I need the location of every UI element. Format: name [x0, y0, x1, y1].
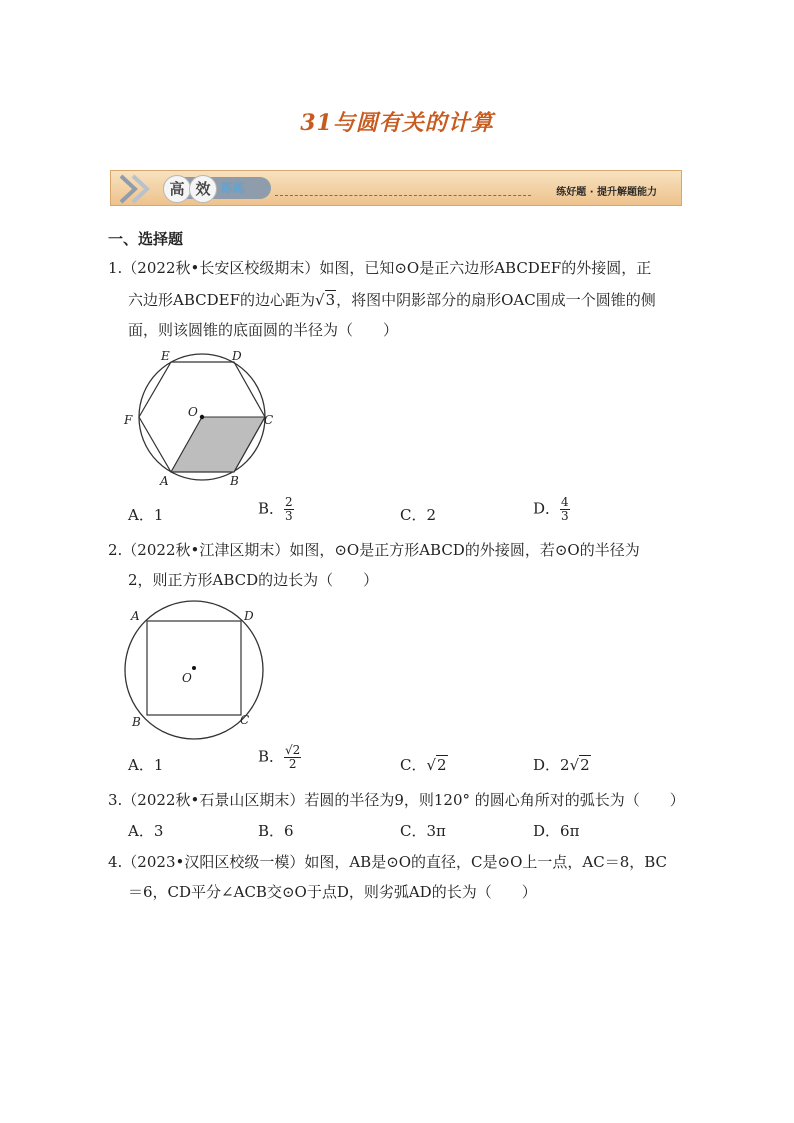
q2-line2: 2，则正方形ABCD的边长为（ ） [128, 571, 379, 589]
fraction: $\frac{√2}{2}$ [285, 743, 301, 771]
label-e: E [161, 349, 170, 363]
sqrt-sign: √ [315, 291, 325, 309]
label-b: B [230, 474, 239, 488]
q1-line2-root: 3 [325, 291, 336, 309]
chevron-icon [117, 174, 157, 204]
q2-option-a: A．1 [128, 756, 164, 774]
sqrt-sign: √ [569, 756, 580, 774]
square-figure [118, 600, 278, 740]
banner-circle-xiao: 效 [189, 175, 217, 203]
q4-line2: ＝6，CD平分∠ACB交⊙O于点D，则劣弧AD的长为（ ） [128, 883, 537, 901]
q1-option-c: C．2 [400, 506, 437, 524]
label-d: D [232, 349, 242, 363]
q2-line1: 2.（2022秋•江津区期末）如图，⊙O是正方形ABCD的外接圆，若⊙O的半径为 [108, 541, 640, 559]
label-o: O [182, 671, 192, 685]
q1-line2-a: 六边形ABCDEF的边心距为 [128, 291, 315, 309]
q3-option-d: D．6π [533, 822, 580, 840]
q1-option-a: A．1 [128, 506, 164, 524]
q1-line3: 面，则该圆锥的底面圆的半径为（ ） [128, 321, 399, 339]
q3-line1: 3.（2022秋•石景山区期末）若圆的半径为9，则120° 的圆心角所对的弧长为（ ） [108, 791, 685, 809]
q1-line1: 1.（2022秋•长安区校级期末）如图，已知⊙O是正六边形ABCDEF的外接圆，正 [108, 259, 652, 277]
center-point [192, 666, 196, 670]
label-c: C [264, 413, 274, 427]
q2-option-b: B． $\frac{√2}{2}$ [258, 743, 301, 771]
fraction: $\frac{4}{3}$ [561, 495, 569, 523]
q4-line1: 4.（2023•汉阳区校级一模）如图，AB是⊙O的直径，C是⊙O上一点，AC＝8，BC [108, 853, 668, 871]
q3-option-c: C．3π [400, 822, 446, 840]
q1-option-d: D． $\frac{4}{3}$ [533, 495, 569, 523]
q1-line2 [128, 290, 656, 310]
fraction: $\frac{2}{3}$ [285, 495, 293, 523]
banner-subtitle: 练好题 · 提升解题能力 [556, 187, 657, 198]
q3-option-a: A．3 [128, 822, 164, 840]
banner-tag: 练练 [221, 181, 246, 195]
banner-circle-gao: 高 [163, 175, 191, 203]
section-heading: 一、选择题 [108, 230, 184, 248]
q2-option-c: C．√2 [400, 756, 447, 774]
label-c: C [240, 713, 250, 727]
hexagon-figure [118, 348, 288, 488]
q1-line2-b: ，将图中阴影部分的扇形OAC围成一个圆锥的侧 [336, 291, 656, 309]
section-banner [110, 170, 682, 206]
label-b: B [132, 715, 141, 729]
center-point [200, 415, 204, 419]
q1-option-b: B． $\frac{2}{3}$ [258, 495, 293, 523]
q3-option-b: B．6 [258, 822, 294, 840]
banner-divider [275, 195, 531, 196]
label-a: A [131, 609, 140, 623]
label-f: F [124, 413, 133, 427]
shaded-sector [171, 417, 265, 472]
label-a: A [160, 474, 169, 488]
label-o: O [188, 405, 198, 419]
q2-option-d: D．2√2 [533, 756, 590, 774]
page-title: 31与圆有关的计算 [300, 110, 494, 136]
label-d: D [244, 609, 254, 623]
sqrt-sign: √ [426, 756, 437, 774]
